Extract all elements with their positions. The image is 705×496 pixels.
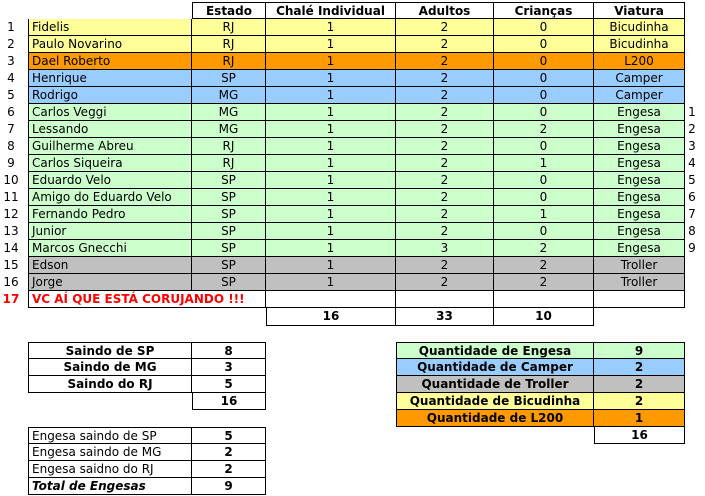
- row-number: 15: [3, 258, 19, 272]
- cell-estado[interactable]: RJ: [192, 155, 266, 172]
- cell-chale[interactable]: 1: [266, 36, 396, 53]
- row-number: 11: [3, 190, 19, 204]
- cell-chale[interactable]: 1: [266, 53, 396, 70]
- cell-estado[interactable]: SP: [192, 172, 266, 189]
- cell-viatura[interactable]: Engesa: [594, 223, 685, 240]
- engesa-count-number: 8: [688, 224, 696, 238]
- row-number: 8: [7, 139, 15, 153]
- cell-corujando-message[interactable]: VC AÍ QUE ESTÁ CORUJANDO !!!: [28, 291, 266, 308]
- cell-viatura[interactable]: Bicudinha: [594, 36, 685, 53]
- cell-adultos[interactable]: 2: [396, 257, 494, 274]
- cell-name[interactable]: Marcos Gnecchi: [28, 240, 192, 257]
- cell-criancas[interactable]: 2: [494, 257, 594, 274]
- quantidade-label[interactable]: Quantidade de L200: [396, 410, 594, 427]
- header-criancas[interactable]: Crianças: [494, 2, 594, 19]
- cell-name[interactable]: Eduardo Velo: [28, 172, 192, 189]
- quantidade-label[interactable]: Quantidade de Troller: [396, 376, 594, 393]
- cell-criancas[interactable]: 0: [494, 53, 594, 70]
- engesa-count-number: 1: [688, 105, 696, 119]
- cell-estado[interactable]: SP: [192, 206, 266, 223]
- cell-viatura[interactable]: Engesa: [594, 104, 685, 121]
- engesa-count-number: 6: [688, 190, 696, 204]
- row-number: 5: [7, 88, 15, 102]
- cell-estado[interactable]: RJ: [192, 36, 266, 53]
- cell-adultos[interactable]: 2: [396, 274, 494, 291]
- cell-criancas[interactable]: 1: [494, 155, 594, 172]
- quantidade-label[interactable]: Quantidade de Camper: [396, 359, 594, 376]
- cell-chale[interactable]: 1: [266, 104, 396, 121]
- cell-criancas[interactable]: 0: [494, 189, 594, 206]
- engesa-count-number: 4: [688, 156, 696, 170]
- saindo-label[interactable]: Saindo do RJ: [28, 376, 192, 393]
- row-number: 4: [7, 71, 15, 85]
- cell-name[interactable]: Paulo Novarino: [28, 36, 192, 53]
- cell-name[interactable]: Jorge: [28, 274, 192, 291]
- cell-adultos[interactable]: 3: [396, 240, 494, 257]
- cell-chale[interactable]: 1: [266, 121, 396, 138]
- cell-estado[interactable]: RJ: [192, 53, 266, 70]
- cell-viatura[interactable]: Engesa: [594, 189, 685, 206]
- cell-viatura[interactable]: Engesa: [594, 240, 685, 257]
- engesa-saindo-label[interactable]: Engesa saidno do RJ: [28, 461, 192, 478]
- cell-criancas[interactable]: 2: [494, 274, 594, 291]
- engesa-count-number: 2: [688, 122, 696, 136]
- cell-viatura[interactable]: Engesa: [594, 121, 685, 138]
- cell-name[interactable]: Edson: [28, 257, 192, 274]
- row-number: 3: [7, 54, 15, 68]
- cell-estado[interactable]: RJ: [192, 19, 266, 36]
- cell-name[interactable]: Carlos Siqueira: [28, 155, 192, 172]
- row-number: 6: [7, 105, 15, 119]
- cell-adultos[interactable]: 2: [396, 19, 494, 36]
- cell-criancas[interactable]: 2: [494, 240, 594, 257]
- quantidade-label[interactable]: Quantidade de Engesa: [396, 342, 594, 359]
- cell-name[interactable]: Amigo do Eduardo Velo: [28, 189, 192, 206]
- row-number: 7: [7, 122, 15, 136]
- cell-criancas[interactable]: 0: [494, 104, 594, 121]
- cell-viatura[interactable]: Camper: [594, 70, 685, 87]
- quantidade-value[interactable]: 1: [594, 410, 685, 427]
- cell-viatura[interactable]: Engesa: [594, 206, 685, 223]
- cell-chale[interactable]: 1: [266, 274, 396, 291]
- row-number: 10: [3, 173, 19, 187]
- cell-adultos[interactable]: 2: [396, 223, 494, 240]
- cell-viatura[interactable]: Engesa: [594, 155, 685, 172]
- cell-chale[interactable]: 1: [266, 19, 396, 36]
- cell-chale[interactable]: 1: [266, 155, 396, 172]
- engesa-saindo-value[interactable]: 2: [192, 461, 266, 478]
- cell-criancas[interactable]: 0: [494, 36, 594, 53]
- cell-criancas[interactable]: 1: [494, 206, 594, 223]
- cell-criancas[interactable]: 0: [494, 138, 594, 155]
- saindo-total[interactable]: 16: [192, 393, 266, 410]
- cell-empty[interactable]: [266, 291, 396, 308]
- cell-chale[interactable]: 1: [266, 240, 396, 257]
- cell-name[interactable]: Henrique: [28, 70, 192, 87]
- cell-criancas[interactable]: 2: [494, 121, 594, 138]
- cell-viatura[interactable]: Troller: [594, 274, 685, 291]
- cell-adultos[interactable]: 2: [396, 70, 494, 87]
- cell-estado[interactable]: SP: [192, 70, 266, 87]
- cell-chale[interactable]: 1: [266, 138, 396, 155]
- cell-viatura[interactable]: Troller: [594, 257, 685, 274]
- engesa-saindo-label[interactable]: Engesa saindo de MG: [28, 444, 192, 461]
- cell-criancas[interactable]: 0: [494, 223, 594, 240]
- engesa-total-value[interactable]: 9: [192, 478, 266, 495]
- cell-adultos[interactable]: 2: [396, 121, 494, 138]
- cell-chale[interactable]: 1: [266, 223, 396, 240]
- header-estado[interactable]: Estado: [192, 2, 266, 19]
- cell-adultos[interactable]: 2: [396, 172, 494, 189]
- cell-viatura[interactable]: Camper: [594, 87, 685, 104]
- engesa-saindo-value[interactable]: 2: [192, 444, 266, 461]
- cell-estado[interactable]: SP: [192, 257, 266, 274]
- saindo-value[interactable]: 8: [192, 342, 266, 359]
- cell-name[interactable]: Rodrigo: [28, 87, 192, 104]
- cell-criancas[interactable]: 0: [494, 172, 594, 189]
- engesa-saindo-label[interactable]: Engesa saindo de SP: [28, 427, 192, 444]
- total-chale[interactable]: 16: [266, 308, 396, 326]
- engesa-saindo-value[interactable]: 5: [192, 427, 266, 444]
- cell-empty[interactable]: [494, 291, 594, 308]
- cell-estado[interactable]: RJ: [192, 138, 266, 155]
- row-number: 1: [7, 20, 15, 34]
- cell-estado[interactable]: SP: [192, 274, 266, 291]
- row-number: 14: [3, 241, 19, 255]
- row-number: 9: [7, 156, 15, 170]
- engesa-total-label[interactable]: Total de Engesas: [28, 478, 192, 495]
- cell-empty[interactable]: [396, 291, 494, 308]
- saindo-value[interactable]: 3: [192, 359, 266, 376]
- cell-chale[interactable]: 1: [266, 189, 396, 206]
- cell-name[interactable]: Fernando Pedro: [28, 206, 192, 223]
- cell-viatura[interactable]: Engesa: [594, 172, 685, 189]
- cell-adultos[interactable]: 2: [396, 138, 494, 155]
- cell-adultos[interactable]: 2: [396, 155, 494, 172]
- cell-name[interactable]: Lessando: [28, 121, 192, 138]
- cell-estado[interactable]: MG: [192, 121, 266, 138]
- cell-adultos[interactable]: 2: [396, 87, 494, 104]
- cell-viatura[interactable]: Bicudinha: [594, 19, 685, 36]
- row-number: 17: [2, 292, 20, 306]
- cell-viatura[interactable]: L200: [594, 53, 685, 70]
- quantidade-label[interactable]: Quantidade de Bicudinha: [396, 393, 594, 410]
- quantidade-value[interactable]: 2: [594, 393, 685, 410]
- cell-name[interactable]: Junior: [28, 223, 192, 240]
- cell-estado[interactable]: MG: [192, 87, 266, 104]
- total-adultos[interactable]: 33: [396, 308, 494, 326]
- header-chale[interactable]: Chalé Individual: [266, 2, 396, 19]
- cell-chale[interactable]: 1: [266, 206, 396, 223]
- total-criancas[interactable]: 10: [494, 308, 594, 326]
- cell-estado[interactable]: SP: [192, 240, 266, 257]
- cell-estado[interactable]: SP: [192, 189, 266, 206]
- cell-name[interactable]: Fidelis: [28, 19, 192, 36]
- cell-name[interactable]: Carlos Veggi: [28, 104, 192, 121]
- cell-adultos[interactable]: 2: [396, 36, 494, 53]
- cell-estado[interactable]: MG: [192, 104, 266, 121]
- saindo-value[interactable]: 5: [192, 376, 266, 393]
- cell-name[interactable]: Dael Roberto: [28, 53, 192, 70]
- cell-adultos[interactable]: 2: [396, 206, 494, 223]
- cell-chale[interactable]: 1: [266, 70, 396, 87]
- cell-chale[interactable]: 1: [266, 87, 396, 104]
- engesa-count-number: 3: [688, 139, 696, 153]
- cell-chale[interactable]: 1: [266, 257, 396, 274]
- cell-criancas[interactable]: 0: [494, 70, 594, 87]
- header-viatura[interactable]: Viatura: [594, 2, 685, 19]
- row-number: 12: [3, 207, 19, 221]
- engesa-count-number: 7: [688, 207, 696, 221]
- row-number: 16: [3, 275, 19, 289]
- cell-viatura[interactable]: Engesa: [594, 138, 685, 155]
- quantidade-value[interactable]: 9: [594, 342, 685, 359]
- cell-name[interactable]: Guilherme Abreu: [28, 138, 192, 155]
- row-number: 13: [3, 224, 19, 238]
- cell-chale[interactable]: 1: [266, 172, 396, 189]
- quantidades-total[interactable]: 16: [594, 427, 685, 444]
- saindo-label[interactable]: Saindo de SP: [28, 342, 192, 359]
- cell-empty[interactable]: [594, 291, 685, 308]
- header-adultos[interactable]: Adultos: [396, 2, 494, 19]
- cell-adultos[interactable]: 2: [396, 189, 494, 206]
- quantidade-value[interactable]: 2: [594, 376, 685, 393]
- cell-adultos[interactable]: 2: [396, 53, 494, 70]
- cell-criancas[interactable]: 0: [494, 19, 594, 36]
- cell-adultos[interactable]: 2: [396, 104, 494, 121]
- engesa-count-number: 9: [688, 241, 696, 255]
- saindo-label[interactable]: Saindo de MG: [28, 359, 192, 376]
- cell-criancas[interactable]: 0: [494, 87, 594, 104]
- cell-estado[interactable]: SP: [192, 223, 266, 240]
- engesa-count-number: 5: [688, 173, 696, 187]
- quantidade-value[interactable]: 2: [594, 359, 685, 376]
- row-number: 2: [7, 37, 15, 51]
